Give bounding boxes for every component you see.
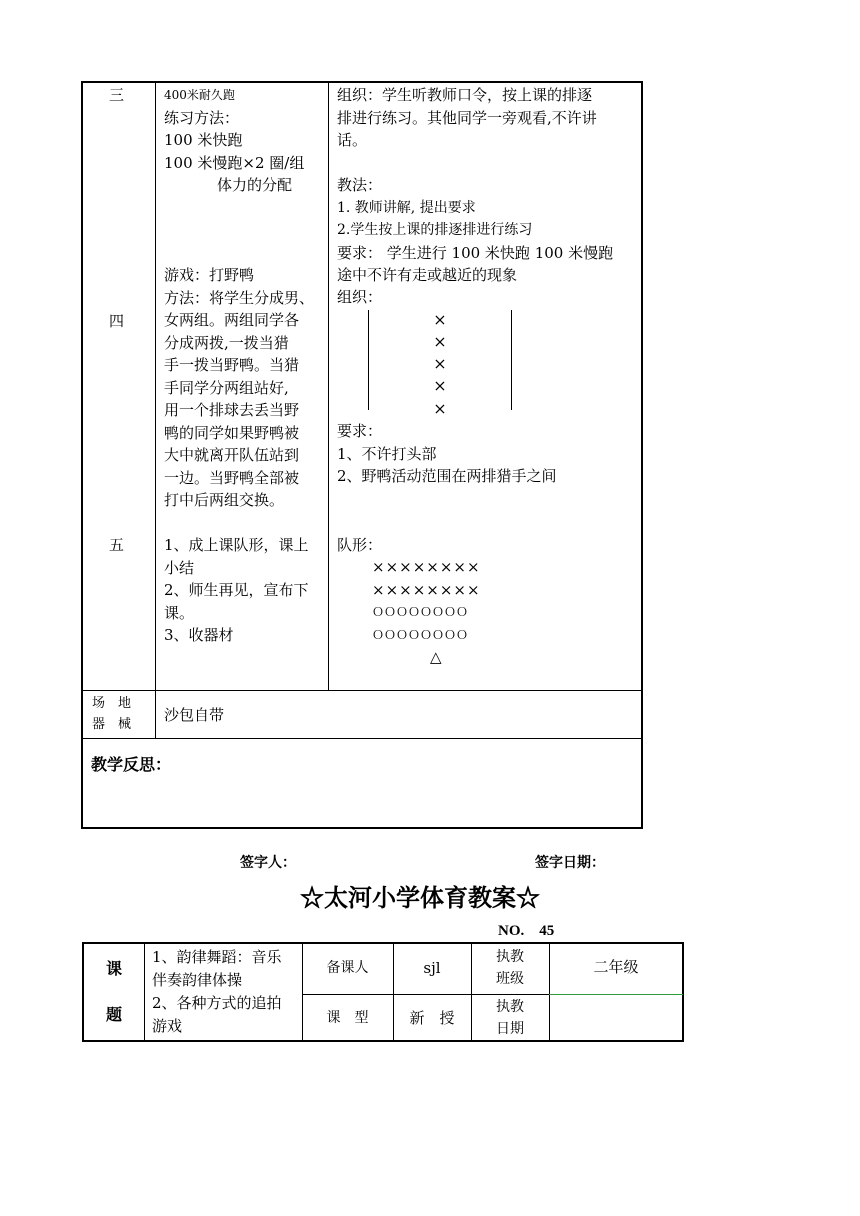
formation-row: ×××××××× [372,580,481,599]
content-line: 方法：将学生分成男、 [164,288,315,307]
content-line: 女两组。两组同学各 [164,311,300,329]
content-line: 小结 [164,558,195,577]
content-line: 手一拨当野鸭。当猎 [164,356,300,374]
date-label [471,996,549,1040]
content-line: 2、师生再见，宣布下 [164,581,309,599]
venue-label [92,693,131,735]
content-line: 课。 [164,603,195,622]
org-title-row-4: 组织： [337,288,383,306]
content-line: 练习方法： [164,108,240,127]
topic-text [152,946,282,1038]
content-line: 打中后两组交换。 [164,491,285,509]
content-line: 手同学分两组站好, [164,378,289,397]
topic-label-char: 课 [106,959,123,978]
content-line: 400米耐久跑 [164,88,235,102]
venue-label-line: 场 地 [92,696,132,711]
content-line: 1、成上课队形，课上 [164,536,309,554]
topic-line: 1、韵律舞蹈：音乐 [152,948,282,966]
formation-row: ＯＯＯＯＯＯＯＯ [372,627,469,642]
content-line: 体力的分配 [217,176,293,194]
formation-row: ＯＯＯＯＯＯＯＯ [372,605,469,619]
content-line: 游戏：打野鸭 [164,266,255,284]
class-label-line: 班级 [496,971,524,987]
venue-value: 沙包自带 [164,706,225,724]
class-value: 二年级 [593,959,639,976]
topic-line: 伴奏韵律体操 [152,971,243,989]
org-line: 2.学生按上课的排逐排进行练习 [337,222,533,238]
org-title-row-5: 队形： [337,536,383,554]
org-line: 话。 [337,131,368,149]
class-formation [372,556,481,669]
content-line: 100 米慢跑×2 圈/组 [164,153,305,172]
part-number-3: 三 [109,86,125,104]
topic-line: 游戏 [152,1017,183,1035]
preparer-label: 备课人 [326,960,369,976]
sign-date-label: 签字日期： [535,855,605,871]
part-number-4: 四 [109,312,125,330]
org-line: 1. 教师讲解, 提出要求 [337,199,476,216]
formation-row: ×××××××× [372,558,481,576]
org-line: 途中不许有走或越近的现象 [337,266,518,284]
content-line: 鸭的同学如果野鸭被 [164,423,300,442]
org-line: 组织：学生听教师口令，按上课的排逐 [337,86,593,104]
org-line: 要求： [337,422,383,440]
date-label-line: 日期 [496,1021,524,1037]
duck-mark: × [433,399,447,418]
content-line: 一边。当野鸭全部被 [164,468,300,487]
duck-mark: × [433,354,447,373]
class-label-line: 执教 [496,949,524,965]
duck-mark: × [433,310,447,329]
duck-mark: × [433,376,447,395]
type-value: 新 授 [409,1009,455,1027]
content-line: 分成两拨,一拨当猎 [164,333,289,352]
content-row-3 [164,84,304,197]
duck-mark: × [433,332,447,351]
preparer-value: sjl [423,959,441,977]
org-line: 教法： [337,176,383,194]
hunter-line-left [368,310,369,410]
org-line: 要求： 学生进行 100 米快跑 100 米慢跑 [337,243,614,262]
content-row-5 [164,534,309,647]
part-number-5: 五 [109,536,125,554]
org-line: 排进行练习。其他同学一旁观看,不许讲 [337,108,597,127]
content-line: 100 米快跑 [164,131,243,149]
teacher-mark: △ [430,648,442,666]
page-number: NO. 45 [498,923,555,939]
type-label: 课 型 [326,1010,369,1026]
venue-label-line: 器 械 [92,717,132,732]
topic-label-char: 题 [106,1005,123,1024]
class-label [471,946,549,990]
content-line: 用一个排球去丢当野 [164,401,300,419]
content-row-4 [164,264,314,512]
reflection-label: 教学反思： [91,755,172,774]
signer-label: 签字人： [240,855,296,871]
org-line: 1、不许打头部 [337,444,437,463]
hunter-line-right [511,310,512,410]
organization-row-3 [337,84,613,287]
org-line: 2、野鸭活动范围在两排猎手之间 [337,467,557,485]
content-line: 大中就离开队伍站到 [164,446,300,464]
content-line: 3、收器材 [164,626,234,644]
page-title: ☆太河小学体育教案☆ [300,883,540,912]
org-line [337,152,613,175]
org-requirements-row-4 [337,420,557,488]
date-label-line: 执教 [496,999,524,1015]
topic-line: 2、各种方式的追拍 [152,994,282,1012]
